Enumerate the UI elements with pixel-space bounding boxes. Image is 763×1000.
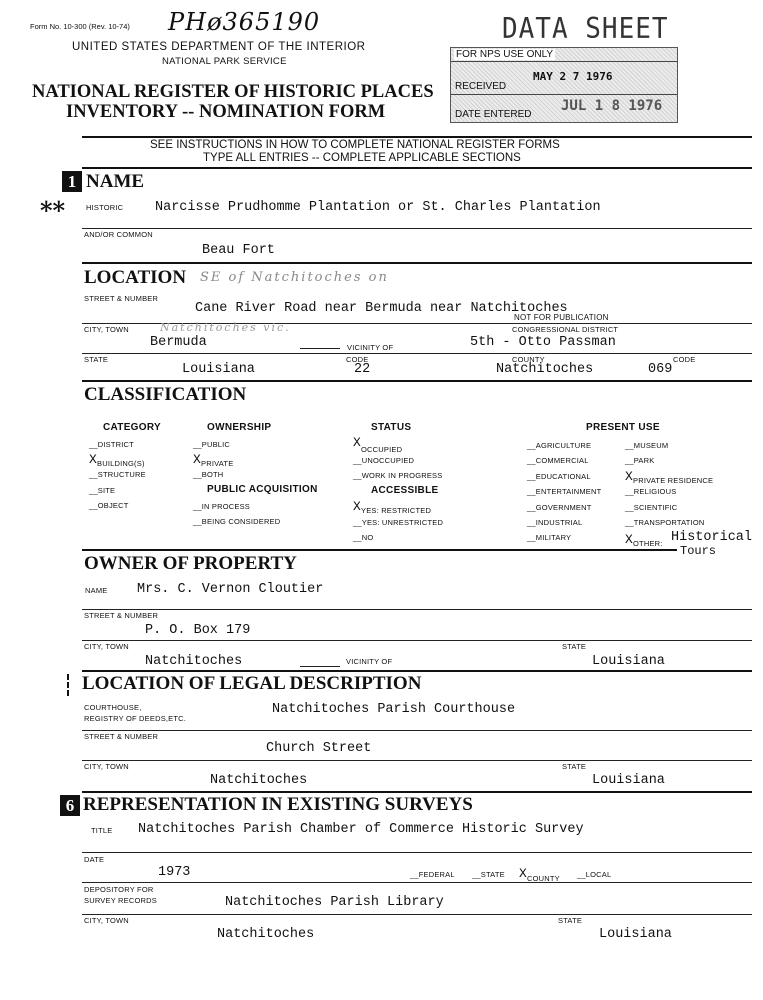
- use-agriculture[interactable]: __AGRICULTURE: [527, 441, 592, 450]
- registry-label: REGISTRY OF DEEDS,ETC.: [84, 714, 187, 723]
- use-religious[interactable]: __RELIGIOUS: [625, 487, 677, 496]
- form-number: Form No. 10-300 (Rev. 10-74): [30, 22, 130, 31]
- date-entered-label: DATE ENTERED: [455, 109, 532, 120]
- vicinity-blank: [300, 348, 340, 349]
- section5-heading: LOCATION OF LEGAL DESCRIPTION: [82, 673, 422, 694]
- section6-heading: REPRESENTATION IN EXISTING SURVEYS: [83, 794, 473, 815]
- state-code-value: 22: [354, 362, 371, 377]
- owner-name-label: NAME: [85, 586, 108, 595]
- survey-title-value: Natchitoches Parish Chamber of Commerce Historic Survey: [138, 822, 584, 837]
- category-district[interactable]: __DISTRICT: [89, 440, 134, 449]
- use-military[interactable]: __MILITARY: [527, 533, 572, 542]
- section1-number: 1: [62, 171, 82, 192]
- accessible-header: ACCESSIBLE: [371, 485, 439, 496]
- section6-number: 6: [60, 795, 80, 816]
- survey-state-value: Louisiana: [599, 927, 672, 942]
- accessible-restricted[interactable]: XYES: RESTRICTED: [353, 499, 432, 515]
- vicinity-label: VICINITY OF: [347, 343, 394, 352]
- other-value-line2: Tours: [680, 544, 717, 558]
- field-rule: [82, 228, 752, 229]
- x-mark: X: [193, 452, 202, 467]
- state-code-label: CODE: [346, 355, 369, 364]
- x-mark: X: [625, 532, 634, 547]
- category-structure[interactable]: __STRUCTURE: [89, 470, 146, 479]
- use-commercial[interactable]: __COMMERCIAL: [527, 456, 589, 465]
- x-mark: X: [89, 452, 98, 467]
- status-occupied[interactable]: XOCCUPIED: [353, 435, 403, 454]
- legal-state-value: Louisiana: [592, 773, 665, 788]
- historic-label: HISTORIC: [86, 203, 124, 212]
- field-rule: [82, 760, 752, 761]
- status-unoccupied[interactable]: __UNOCCUPIED: [353, 456, 415, 465]
- public-acquisition-header: PUBLIC ACQUISITION: [207, 484, 318, 495]
- status-work-in-progress[interactable]: __WORK IN PROGRESS: [353, 471, 443, 480]
- other-value: Historical: [671, 530, 753, 545]
- section1-rule: [82, 167, 752, 169]
- section4-rule: [82, 549, 677, 551]
- section5-rule: [82, 670, 752, 672]
- survey-state-label: STATE: [558, 916, 583, 925]
- category-building[interactable]: XBUILDING(S): [89, 452, 145, 468]
- owner-city-label: CITY, TOWN: [84, 642, 129, 651]
- courthouse-label: COURTHOUSE,: [84, 703, 142, 712]
- accessible-unrestricted[interactable]: __YES: UNRESTRICTED: [353, 518, 444, 527]
- ownership-both[interactable]: __BOTH: [193, 470, 224, 479]
- use-other[interactable]: XOTHER:: [625, 532, 663, 548]
- state-value: Louisiana: [182, 362, 255, 377]
- historic-value: Narcisse Prudhomme Plantation or St. Charles Plantation: [155, 200, 601, 215]
- county-code-label: CODE: [673, 355, 696, 364]
- x-mark: X: [519, 866, 528, 881]
- use-industrial[interactable]: __INDUSTRIAL: [527, 518, 583, 527]
- field-rule: [82, 640, 752, 641]
- legal-street-value: Church Street: [266, 741, 372, 756]
- x-mark: X: [353, 499, 362, 514]
- use-scientific[interactable]: __SCIENTIFIC: [625, 503, 678, 512]
- section4-heading: OWNER OF PROPERTY: [84, 553, 297, 574]
- section1-heading: NAME: [86, 171, 145, 192]
- field-rule: [82, 730, 752, 731]
- street-value: Cane River Road near Bermuda near Natchitoches: [195, 301, 568, 316]
- legal-city-label: CITY, TOWN: [84, 762, 129, 771]
- acquisition-being-considered[interactable]: __BEING CONSIDERED: [193, 517, 281, 526]
- section2-heading: LOCATION: [84, 267, 187, 288]
- survey-city-label: CITY, TOWN: [84, 916, 129, 925]
- survey-records-label: SURVEY RECORDS: [84, 896, 157, 905]
- instructions-rule: [82, 136, 752, 138]
- street-label: STREET & NUMBER: [84, 294, 159, 303]
- section2-rule: [82, 262, 752, 264]
- ownership-public[interactable]: __PUBLIC: [193, 440, 231, 449]
- state-label: STATE: [84, 355, 109, 364]
- instructions-line2: TYPE ALL ENTRIES -- COMPLETE APPLICABLE SECTIONS: [203, 152, 521, 164]
- service: NATIONAL PARK SERVICE: [162, 56, 287, 67]
- survey-date-value: 1973: [158, 865, 191, 880]
- use-transportation[interactable]: __TRANSPORTATION: [625, 518, 705, 527]
- category-object[interactable]: __OBJECT: [89, 501, 129, 510]
- vicinity-blank: [300, 666, 340, 667]
- depository-value: Natchitoches Parish Library: [225, 895, 444, 910]
- acquisition-in-process[interactable]: __IN PROCESS: [193, 502, 251, 511]
- use-educational[interactable]: __EDUCATIONAL: [527, 472, 591, 481]
- accessible-no[interactable]: __NO: [353, 533, 374, 542]
- owner-street-label: STREET & NUMBER: [84, 611, 159, 620]
- survey-federal[interactable]: __FEDERAL: [410, 870, 455, 879]
- category-site[interactable]: __SITE: [89, 486, 116, 495]
- department: UNITED STATES DEPARTMENT OF THE INTERIOR: [72, 41, 366, 53]
- survey-local[interactable]: __LOCAL: [577, 870, 612, 879]
- field-rule: [82, 882, 752, 883]
- city-label: CITY, TOWN: [84, 325, 129, 334]
- legal-city-value: Natchitoches: [210, 773, 308, 788]
- location-handnote: SE of Natchitoches on: [200, 270, 389, 285]
- common-label: AND/OR COMMON: [84, 230, 153, 239]
- received-date: MAY 2 7 1976: [533, 70, 613, 83]
- x-mark: X: [625, 469, 634, 484]
- owner-vicinity-label: VICINITY OF: [346, 657, 393, 666]
- use-private-residence[interactable]: XPRIVATE RESIDENCE: [625, 469, 714, 485]
- city-value: Bermuda: [150, 335, 207, 350]
- instructions-line1: SEE INSTRUCTIONS IN HOW TO COMPLETE NATIONAL REGISTER FORMS: [150, 139, 560, 151]
- legal-street-label: STREET & NUMBER: [84, 732, 159, 741]
- city-handnote: Natchitoches vic.: [160, 321, 291, 334]
- use-museum[interactable]: __MUSEUM: [625, 441, 669, 450]
- date-entered-value: JUL 1 8 1976: [561, 98, 663, 114]
- field-rule: [82, 852, 752, 853]
- nps-use-label: FOR NPS USE ONLY: [456, 49, 554, 60]
- ownership-header: OWNERSHIP: [207, 422, 272, 433]
- use-government[interactable]: __GOVERNMENT: [527, 503, 592, 512]
- survey-date-label: DATE: [84, 855, 105, 864]
- survey-city-value: Natchitoches: [217, 927, 315, 942]
- section3-rule: [82, 380, 752, 382]
- section5-margin-mark: [67, 674, 69, 696]
- owner-street-value: P. O. Box 179: [145, 623, 251, 638]
- courthouse-value: Natchitoches Parish Courthouse: [272, 702, 516, 717]
- county-code-value: 069: [648, 362, 673, 377]
- ownership-private[interactable]: XPRIVATE: [193, 452, 234, 468]
- use-park[interactable]: __PARK: [625, 456, 655, 465]
- section6-rule: [82, 791, 752, 793]
- field-rule: [82, 914, 752, 915]
- survey-state[interactable]: __STATE: [472, 870, 505, 879]
- field-rule: [82, 609, 752, 610]
- depository-label: DEPOSITORY FOR: [84, 885, 154, 894]
- status-header: STATUS: [371, 422, 412, 433]
- county-label: COUNTY: [512, 355, 545, 364]
- survey-county[interactable]: XCOUNTY: [519, 866, 560, 883]
- owner-state-value: Louisiana: [592, 654, 665, 669]
- common-value: Beau Fort: [202, 243, 275, 258]
- form-title-line2: INVENTORY -- NOMINATION FORM: [66, 102, 386, 122]
- data-sheet-stamp: DATA SHEET: [502, 12, 669, 46]
- owner-city-value: Natchitoches: [145, 654, 243, 669]
- form-title-line1: NATIONAL REGISTER OF HISTORIC PLACES: [32, 82, 434, 102]
- use-entertainment[interactable]: __ENTERTAINMENT: [527, 487, 602, 496]
- nps-use-box: [450, 47, 678, 123]
- x-mark: X: [353, 435, 362, 450]
- survey-title-label: TITLE: [91, 826, 113, 835]
- district-value: 5th - Otto Passman: [470, 335, 616, 350]
- handwritten-stars: **: [40, 196, 66, 225]
- legal-state-label: STATE: [562, 762, 587, 771]
- received-label: RECEIVED: [455, 81, 507, 92]
- present-use-header: PRESENT USE: [586, 422, 660, 433]
- not-for-publication: NOT FOR PUBLICATION: [514, 313, 609, 322]
- handwritten-id: PHø365190: [168, 8, 321, 36]
- owner-state-label: STATE: [562, 642, 587, 651]
- field-rule: [82, 353, 752, 354]
- owner-name-value: Mrs. C. Vernon Cloutier: [137, 582, 324, 597]
- category-header: CATEGORY: [103, 422, 161, 433]
- county-value: Natchitoches: [496, 362, 594, 377]
- district-label: CONGRESSIONAL DISTRICT: [512, 325, 619, 334]
- section3-heading: CLASSIFICATION: [84, 384, 247, 405]
